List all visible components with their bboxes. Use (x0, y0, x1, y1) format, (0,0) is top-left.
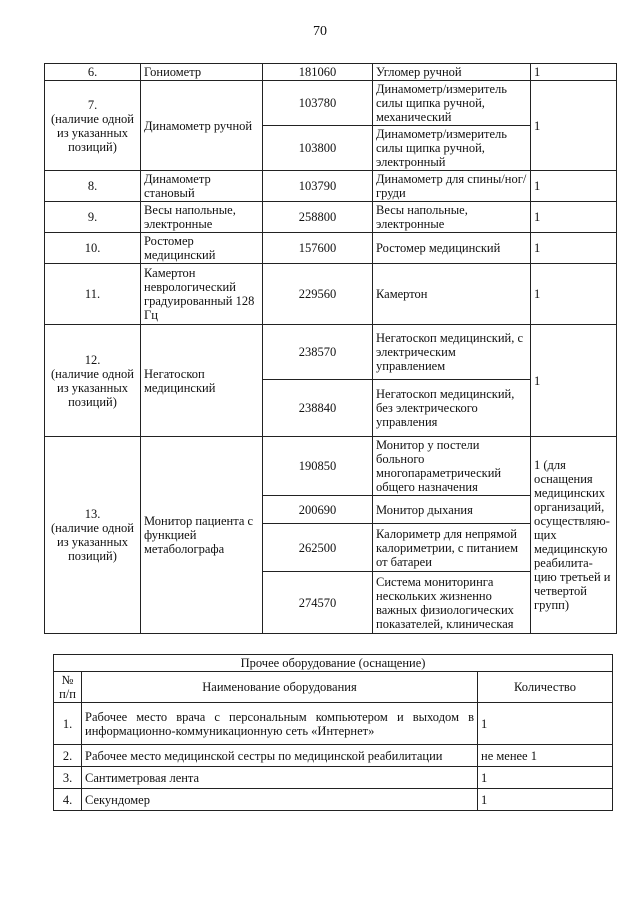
row-number: 10. (45, 233, 141, 264)
equipment-description: Монитор дыхания (373, 496, 531, 524)
equipment-name: Сантиметровая лента (82, 767, 478, 789)
equipment-name: Динамометр ручной (141, 81, 263, 171)
equipment-description: Ростомер медицинский (373, 233, 531, 264)
equipment-table (44, 63, 617, 634)
row-number: 13. (наличие одной из указанных позиций) (45, 437, 141, 634)
table-row (45, 264, 617, 325)
equipment-description: Динамометр для спины/ног/груди (373, 171, 531, 202)
equipment-code: 238840 (263, 380, 373, 437)
table-row (54, 767, 613, 789)
equipment-code: 238570 (263, 325, 373, 380)
equipment-quantity: не менее 1 (478, 745, 613, 767)
equipment-description: Камертон (373, 264, 531, 325)
table-row (54, 703, 613, 745)
table-header-row (54, 672, 613, 703)
equipment-code: 274570 (263, 572, 373, 634)
table-row (45, 233, 617, 264)
header-name: Наименование оборудования (82, 672, 478, 703)
table-row (45, 202, 617, 233)
equipment-quantity: 1 (531, 264, 617, 325)
table-row (45, 325, 617, 380)
table-row (45, 437, 617, 496)
equipment-quantity: 1 (531, 325, 617, 437)
row-number: 4. (54, 789, 82, 811)
header-num: № п/п (54, 672, 82, 703)
equipment-name: Весы напольные, электронные (141, 202, 263, 233)
equipment-quantity: 1 (478, 767, 613, 789)
equipment-description: Система мониторинга нескольких жизненно важных физиологических показателей, клиническая (373, 572, 531, 634)
row-number: 6. (45, 64, 141, 81)
equipment-quantity: 1 (478, 703, 613, 745)
equipment-code: 258800 (263, 202, 373, 233)
equipment-name: Гониометр (141, 64, 263, 81)
other-equipment-table (53, 654, 613, 811)
equipment-quantity: 1 (531, 202, 617, 233)
equipment-code: 103800 (263, 126, 373, 171)
equipment-code: 262500 (263, 524, 373, 572)
equipment-code: 229560 (263, 264, 373, 325)
equipment-description: Монитор у постели больного многопараметрический общего назначения (373, 437, 531, 496)
equipment-name: Рабочее место медицинской сестры по медицинской реабилитации (82, 745, 478, 767)
equipment-name: Негатоскоп медицинский (141, 325, 263, 437)
equipment-description: Динамометр/измеритель силы щипка ручной, электронный (373, 126, 531, 171)
equipment-description: Негатоскоп медицинский, с электрическим управлением (373, 325, 531, 380)
table-row (54, 789, 613, 811)
table-row (54, 745, 613, 767)
equipment-name: Ростомер медицинский (141, 233, 263, 264)
row-number: 2. (54, 745, 82, 767)
equipment-name: Секундомер (82, 789, 478, 811)
equipment-quantity: 1 (531, 233, 617, 264)
row-number: 3. (54, 767, 82, 789)
equipment-code: 190850 (263, 437, 373, 496)
equipment-description: Калориметр для непрямой калориметрии, с питанием от батареи (373, 524, 531, 572)
equipment-description: Угломер ручной (373, 64, 531, 81)
equipment-name: Монитор пациента с функцией метаболографа (141, 437, 263, 634)
equipment-name: Динамометр становый (141, 171, 263, 202)
header-quantity: Количество (478, 672, 613, 703)
equipment-code: 200690 (263, 496, 373, 524)
equipment-quantity: 1 (531, 81, 617, 171)
equipment-code: 103790 (263, 171, 373, 202)
table-row (45, 171, 617, 202)
equipment-description: Динамометр/измеритель силы щипка ручной, механический (373, 81, 531, 126)
row-number: 12. (наличие одной из указанных позиций) (45, 325, 141, 437)
row-number: 1. (54, 703, 82, 745)
equipment-description: Весы напольные, электронные (373, 202, 531, 233)
equipment-quantity: 1 (531, 64, 617, 81)
row-number: 9. (45, 202, 141, 233)
equipment-code: 103780 (263, 81, 373, 126)
table-title-row (54, 655, 613, 672)
equipment-quantity: 1 (531, 171, 617, 202)
equipment-name: Рабочее место врача с персональным компьютером и выходом в информационно-коммуникационную сеть «Интернет» (82, 703, 478, 745)
equipment-code: 181060 (263, 64, 373, 81)
equipment-name: Камертон неврологический градуированный 128 Гц (141, 264, 263, 325)
equipment-quantity: 1 (для оснащения медицинских организаций, осуществляю-щих медицинскую реабилита-цию третьей и четвертой групп) (531, 437, 617, 634)
equipment-code: 157600 (263, 233, 373, 264)
equipment-description: Негатоскоп медицинский, без электрического управления (373, 380, 531, 437)
table-row (45, 81, 617, 126)
row-number: 11. (45, 264, 141, 325)
table-title: Прочее оборудование (оснащение) (54, 655, 613, 672)
equipment-quantity: 1 (478, 789, 613, 811)
row-number: 7. (наличие одной из указанных позиций) (45, 81, 141, 171)
table-row (45, 64, 617, 81)
row-number: 8. (45, 171, 141, 202)
page-number: 70 (313, 24, 327, 39)
